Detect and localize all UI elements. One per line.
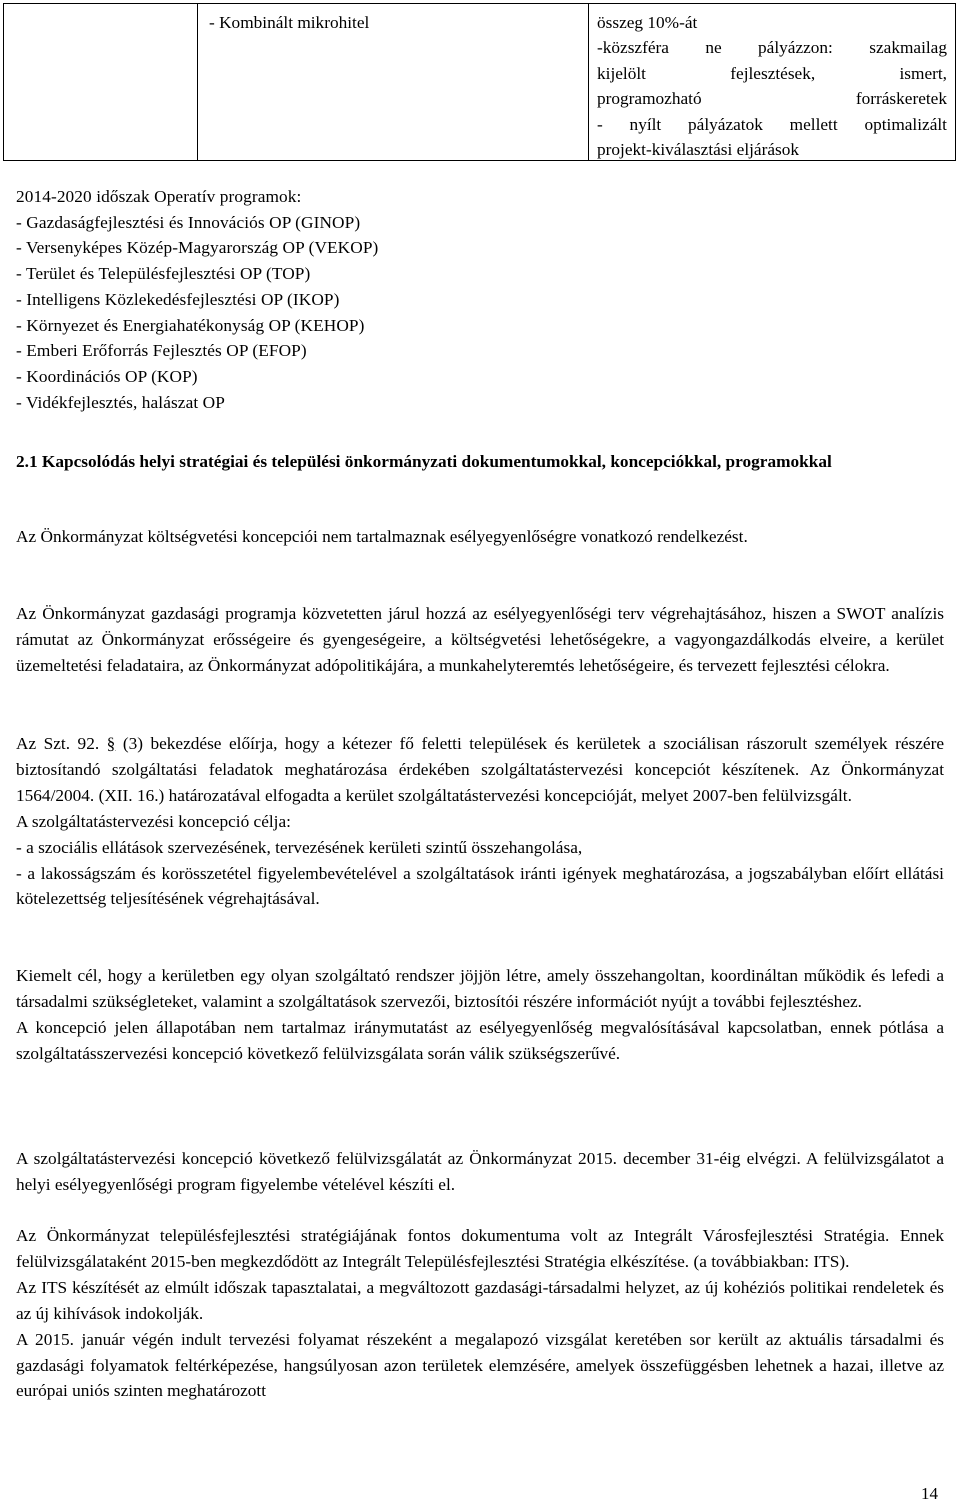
notes-word: optimalizált (864, 114, 947, 134)
paragraph-text: A koncepció jelen állapotában nem tartalmaz iránymutatást az esélyegyenlőség megvalósításával kapcsolatban, ennek pótlása a szolgáltatásszervezési koncepció következő felülvizsgálata során válik szükségszerűvé. (16, 1017, 944, 1063)
paragraph-text: - a szociális ellátások szervezésének, tervezésének kerületi szintű összehangolása, (16, 837, 583, 857)
notes-word: fejlesztések, (730, 63, 816, 83)
paragraph-text: Az ITS készítését az elmúlt időszak tapasztalatai, a megváltozott gazdasági-társadalmi helyzet, az új kohéziós politikai rendeletek és az új kihívások indokolják. (16, 1277, 944, 1323)
notes-word: mellett (789, 114, 838, 134)
notes-word: kijelölt (597, 63, 646, 83)
section-heading: 2.1 Kapcsolódás helyi stratégiai és települési önkormányzati dokumentumokkal, koncepciókkal, programokkal (16, 452, 832, 471)
list-item: - Terület és Településfejlesztési OP (TOP) (16, 264, 311, 284)
notes-line (597, 86, 947, 111)
notes-word: -közszféra (597, 38, 669, 58)
paragraph-1 (16, 524, 944, 550)
notes-word: ismert, (899, 63, 947, 83)
notes-word: nyílt (629, 114, 662, 134)
paragraph-text: Az Szt. 92. § (3) bekezdése előírja, hogy a kétezer fő feletti települések és kerületek a szociálisan rászorult személyek részére biztosítandó szolgáltatási feladatok meghatározása érdekében szolgáltatástervezési koncepciót készítenek. Az Önkormányzat 1564/2004. (XII. 16.) határozatával elfogadta a kerület szolgáltatástervezési koncepcióját, melyet 2007-ben felülvizsgált. (16, 734, 944, 805)
notes-line (597, 112, 947, 137)
section-heading-block (16, 449, 944, 475)
paragraph-text: - a lakosságszám és korösszetétel figyelembevételével a szolgáltatások iránti igények meghatározása, a jogszabályban előírt ellátási kötelezettség teljesítésének végrehajtásával. (16, 863, 944, 909)
notes-lines (597, 10, 947, 162)
paragraph-5 (16, 1146, 944, 1198)
paragraph-text: Kiemelt cél, hogy a kerületben egy olyan szolgáltató rendszer jöjjön létre, amely összehangoltan, koordináltan működik és lefedi a társadalmi szükségleteket, valamint a szolgáltatások szervezői, biztosítói részére információt nyújt a további fejlesztéshez. (16, 966, 944, 1011)
notes-word: ne (705, 38, 722, 58)
program-name: - Kombinált mikrohitel (209, 13, 370, 32)
list-item: - Gazdaságfejlesztési és Innovációs OP (GINOP) (16, 212, 361, 232)
notes-word: pályázatok (688, 114, 763, 134)
op-list-title: 2014-2020 időszak Operatív programok: (16, 187, 302, 206)
paragraph-2 (16, 601, 944, 679)
notes-word: pályázzon: (758, 38, 833, 58)
paragraph-text: Az Önkormányzat gazdasági programja közvetetten járul hozzá az esélyegyenlőségi terv végrehajtásához, hiszen a SWOT analízis rámutat az Önkormányzat erősségeire és gyengeségeire, a költségvetési lehetőségekre, a vagyongazdálkodás elveire, a kerület üzemeltetési feladataira, az Önkormányzat adópolitikájára, a munkahelyteremtés lehetőségeire, és tervezett fejlesztési célokra. (16, 604, 944, 675)
paragraph-6 (16, 1223, 944, 1404)
paragraph-4 (16, 963, 944, 1067)
section-link[interactable]: § (106, 734, 116, 753)
op-list (16, 184, 944, 415)
notes-line: összeg 10%-át (597, 13, 698, 32)
notes-word: - (597, 114, 603, 134)
paragraph-text: A szolgáltatástervezési koncepció következő felülvizsgálatát az Önkormányzat 2015. december 31-éig elvégzi. A felülvizsgálatot a helyi esélyegyenlőségi program figyelembe vételével készíti el. (16, 1149, 944, 1194)
table-cell-empty (4, 4, 198, 160)
notes-line (597, 61, 947, 86)
paragraph-text: A 2015. január végén indult tervezési folyamat részeként a megalapozó vizsgálat keretében sor került az aktuális társadalmi és gazdasági folyamatok feltérképezése, hangsúlyosan azon területek elemzésére, amelyek összefüggésben lehetnek a hazai, illetve az európai uniós szinten meghatározott (16, 1329, 944, 1401)
list-item: - Környezet és Energiahatékonyság OP (KEHOP) (16, 315, 365, 335)
notes-word: szakmailag (869, 38, 947, 58)
list-item: - Emberi Erőforrás Fejlesztés OP (EFOP) (16, 341, 307, 361)
notes-word: programozható (597, 89, 702, 109)
page-number: 14 (921, 1484, 938, 1503)
notes-line: projekt-kiválasztási eljárások (597, 140, 800, 160)
notes-line (597, 35, 947, 60)
notes-word: forráskeretek (855, 89, 947, 109)
program-table (3, 3, 956, 161)
table-cell-program (197, 4, 589, 160)
paragraph-text: Az Önkormányzat költségvetési koncepciói nem tartalmaznak esélyegyenlőségre vonatkozó rendelkezést. (16, 527, 748, 546)
paragraph-3 (16, 731, 944, 912)
list-item: - Koordinációs OP (KOP) (16, 366, 198, 386)
list-item: - Vidékfejlesztés, halászat OP (16, 392, 225, 412)
list-item: - Versenyképes Közép-Magyarország OP (VEKOP) (16, 238, 379, 258)
paragraph-text: A szolgáltatástervezési koncepció célja: (16, 811, 291, 831)
table-cell-notes (589, 4, 955, 160)
list-item: - Intelligens Közlekedésfejlesztési OP (IKOP) (16, 289, 340, 309)
paragraph-text: Az Önkormányzat településfejlesztési stratégiájának fontos dokumentuma volt az Integrált Városfejlesztési Stratégia. Ennek felülvizsgálataként 2015-ben megkezdődött az Integrált Településfejlesztési Stratégia elkészítése. (a továbbiakban: ITS). (16, 1226, 944, 1271)
